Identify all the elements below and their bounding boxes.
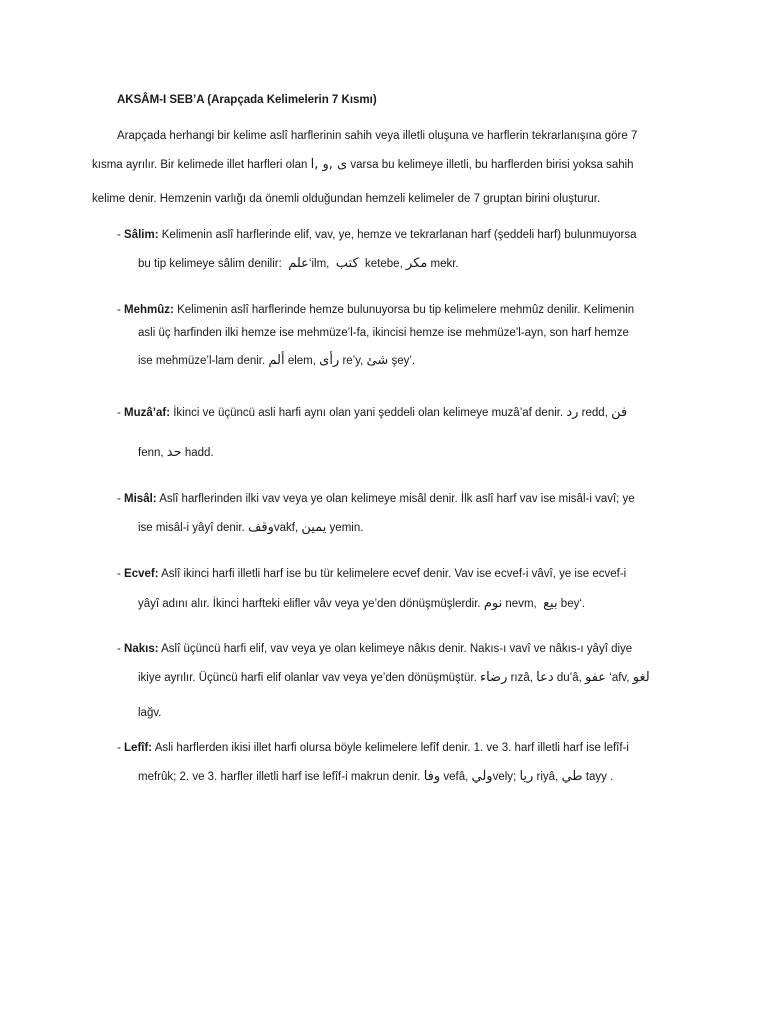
lefif-term: Lefîf: (124, 742, 153, 754)
ecvef-arabic-1: نوم (483, 596, 503, 611)
nakis-line-1 (117, 643, 632, 655)
muzaaf-arabic-2: فن (611, 405, 628, 420)
ecvef-example-1: nevm, (505, 598, 537, 610)
lefif-desc-2: mefrûk; 2. ve 3. harfler illetli harf ise lefîf-i makrun denir. (138, 771, 421, 783)
muzaaf-arabic-3: حد (166, 445, 182, 460)
list-dash: - (117, 643, 125, 655)
nakis-arabic-4: لغو (632, 670, 650, 685)
ecvef-line-2 (138, 596, 585, 611)
mehmuz-example-3: şey’. (391, 355, 416, 367)
misal-arabic-1: وقف (247, 520, 274, 535)
mehmuz-line-2: asli üç harfinden ilki hemze ise mehmüze’l-fa, ikincisi hemze ise mehmüze’l-ayn, son harf hemze (138, 327, 629, 339)
nakis-desc: Aslî üçüncü harfi elif, vav veya ye olan kelimeye nâkıs denir. Nakıs-ı vavî ve nâkıs-ı yâyî diye (161, 643, 633, 655)
muzaaf-line-2 (138, 445, 214, 460)
salim-arabic-1: علم (288, 256, 309, 271)
lefif-line-2 (138, 769, 613, 784)
misal-example-1: vakf, (273, 522, 299, 534)
ecvef-desc-2: yâyî adını alır. İkinci harfteki elifler vâv veya ye’den dönüşmüşlerdir. (138, 598, 481, 610)
mehmuz-desc-3: ise mehmüze’l-lam denir. (138, 355, 266, 367)
salim-arabic-2: كتب (335, 256, 359, 271)
misal-desc-2: ise misâl-i yâyî denir. (138, 522, 245, 534)
mehmuz-example-1: elem, (287, 355, 316, 367)
list-dash: - (117, 568, 125, 580)
nakis-example-1: rızâ, (510, 672, 533, 684)
ecvef-term: Ecvef: (124, 568, 159, 580)
intro-line-2 (92, 157, 634, 172)
ecvef-line-1 (117, 568, 626, 580)
lefif-arabic-2: ولي (471, 769, 493, 784)
misal-desc: Aslî harflerinden ilki vav veya ye olan kelimeye misâl denir. İlk aslî harf vav ise misâl-i vavî; ye (159, 493, 635, 505)
list-dash: - (117, 493, 125, 505)
salim-term: Sâlim: (124, 229, 159, 241)
salim-example-3: mekr. (430, 258, 459, 270)
intro-line-3: kelime denir. Hemzenin varlığı da önemli olduğundan hemzeli kelimeler de 7 gruptan birini oluşturur. (92, 193, 601, 205)
salim-example-1: ‘ilm, (308, 258, 330, 270)
list-dash: - (117, 407, 125, 419)
mehmuz-arabic-3: شئ (366, 353, 389, 368)
lefif-desc: Asli harflerden ikisi illet harfi olursa böyle kelimelere lefîf denir. 1. ve 3. harf illetli harf ise lefîf-i (154, 742, 629, 754)
nakis-example-2: du’â, (556, 672, 582, 684)
mehmuz-line-1 (117, 304, 634, 316)
salim-line-1 (117, 229, 636, 241)
misal-example-2: yemin. (329, 522, 364, 534)
nakis-arabic-2: دعا (536, 670, 554, 685)
mehmuz-example-2: re’y, (342, 355, 364, 367)
muzaaf-desc: İkinci ve üçüncü asli harfi aynı olan yani şeddeli olan kelimeye muzâ’af denir. (173, 407, 564, 419)
muzaaf-example-3: hadd. (184, 447, 214, 459)
document-title: AKSÂM-I SEB’A (Arapçada Kelimelerin 7 Kısmı) (117, 94, 377, 106)
list-dash: - (117, 742, 125, 754)
muzaaf-line-1 (117, 405, 627, 420)
misal-arabic-2: يمين (301, 520, 327, 535)
intro-line-1: Arapçada herhangi bir kelime aslî harflerinin sahih veya illetli oluşuna ve harflerin tekrarlanışına göre 7 (117, 130, 638, 142)
lefif-arabic-1: وفا (423, 769, 441, 784)
ecvef-desc: Aslî ikinci harfi illetli harf ise bu tür kelimelere ecvef denir. Vav ise ecvef-i vâvî, ye ise ecvef-i (161, 568, 627, 580)
salim-arabic-3: مكر (405, 256, 428, 271)
list-dash: - (117, 229, 125, 241)
mehmuz-line-3 (138, 353, 415, 368)
nakis-line-3: lağv. (138, 707, 162, 719)
intro-line-2-text-a: kısma ayrılır. Bir kelimede illet harfleri olan (92, 159, 308, 171)
muzaaf-example-1: redd, (581, 407, 608, 419)
ecvef-example-2: bey‘. (560, 598, 586, 610)
mehmuz-arabic-1: ألم (268, 353, 285, 368)
mehmuz-arabic-2: رأى (319, 353, 340, 368)
lefif-example-1: vefâ, (443, 771, 469, 783)
salim-example-2: ketebe, (365, 258, 403, 270)
muzaaf-term: Muzâ’af: (124, 407, 171, 419)
nakis-example-3: ‘afv, (609, 672, 630, 684)
misal-line-2 (138, 520, 363, 535)
misal-line-1 (117, 493, 635, 505)
ecvef-arabic-2: بيع (543, 596, 558, 611)
lefif-example-3: riyâ, (536, 771, 559, 783)
list-dash: - (117, 304, 125, 316)
lefif-example-4: tayy . (585, 771, 614, 783)
nakis-line-2 (138, 670, 650, 685)
salim-desc: Kelimenin aslî harflerinde elif, vav, ye, hemze ve tekrarlanan harf (şeddeli harf) bulunmuyorsa (161, 229, 637, 241)
intro-line-2-text-b: varsa bu kelimeye illetli, bu harflerden birisi yoksa sahih (350, 159, 634, 171)
lefif-example-2: vely; (492, 771, 517, 783)
nakis-term: Nakıs: (124, 643, 159, 655)
nakis-arabic-3: عفو (585, 670, 607, 685)
nakis-arabic-1: رضاء (479, 670, 508, 685)
mehmuz-term: Mehmûz: (124, 304, 174, 316)
illet-letters: ى ,و ,ا (310, 157, 348, 172)
nakis-desc-2: ikiye ayrılır. Üçüncü harfi elif olanlar vav veya ye’den dönüşmüştür. (138, 672, 477, 684)
lefif-line-1 (117, 742, 629, 754)
lefif-arabic-4: طي (561, 769, 583, 784)
muzaaf-arabic-1: رد (566, 405, 579, 420)
misal-term: Misâl: (124, 493, 157, 505)
mehmuz-desc: Kelimenin aslî harflerinde hemze bulunuyorsa bu tip kelimelere mehmûz denilir. Kelimenin (177, 304, 635, 316)
salim-desc-2: bu tip kelimeye sâlim denilir: (138, 258, 282, 270)
salim-line-2 (138, 256, 459, 271)
muzaaf-example-2: fenn, (138, 447, 164, 459)
lefif-arabic-3: ريا (519, 769, 534, 784)
